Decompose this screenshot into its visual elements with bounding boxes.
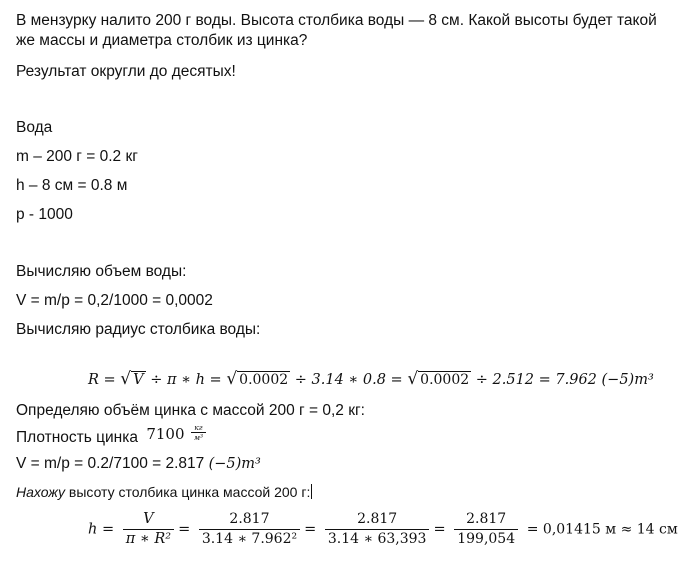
problem-text-line-2: же массы и диаметра столбик из цинка? bbox=[16, 32, 308, 49]
given-mass: m – 200 г = 0.2 кг bbox=[16, 148, 138, 165]
zinc-density-label: Плотность цинка bbox=[16, 429, 138, 446]
given-density: p - 1000 bbox=[16, 206, 73, 223]
given-height: h – 8 см = 0.8 м bbox=[16, 177, 128, 194]
volume-heading: Вычисляю объем воды: bbox=[16, 263, 187, 280]
height-equation: h = $\frac{V}{\text{π ∗ R²}}$ = $\frac{2.817}{\text{3.14 ∗ 7.962²}}$ = $\frac{2.817}{3.14 ∗ 63,393}$ = $\frac{2.817}{199,054}$ = 0,01415 м ≈ 14 см bbox=[88, 511, 678, 547]
zinc-density-value: 7100 bbox=[146, 425, 185, 443]
rounding-instruction: Результат округли до десятых! bbox=[16, 63, 236, 80]
given-title: Вода bbox=[16, 119, 53, 136]
problem-text-line-1: В мензурку налито 200 г воды. Высота столбика воды — 8 см. Какой высоты будет такой bbox=[16, 12, 657, 29]
zinc-volume-formula: V = m/p = 0.2/7100 = 2.817 (−5)m³ bbox=[16, 455, 261, 472]
zinc-volume-heading: Определяю объём цинка с массой 200 г = 0,2 кг: bbox=[16, 402, 365, 419]
volume-formula: V = m/p = 0,2/1000 = 0,0002 bbox=[16, 292, 213, 309]
zinc-density-unit: $\frac{кг}{\text{м³}}$ bbox=[191, 423, 206, 442]
radius-heading: Вычисляю радиус столбика воды: bbox=[16, 321, 261, 338]
height-heading: Нахожу высоту столбика цинка массой 200 г: bbox=[16, 484, 311, 500]
text-cursor bbox=[311, 484, 312, 499]
zinc-density-line bbox=[16, 423, 210, 447]
radius-equation: R = √ V ÷ π ∗ h = √ 0.0002 ÷ 3.14 ∗ 0.8 = √ 0.0002 ÷ 2.512 = 7.962 (−5)m³ bbox=[88, 369, 654, 389]
